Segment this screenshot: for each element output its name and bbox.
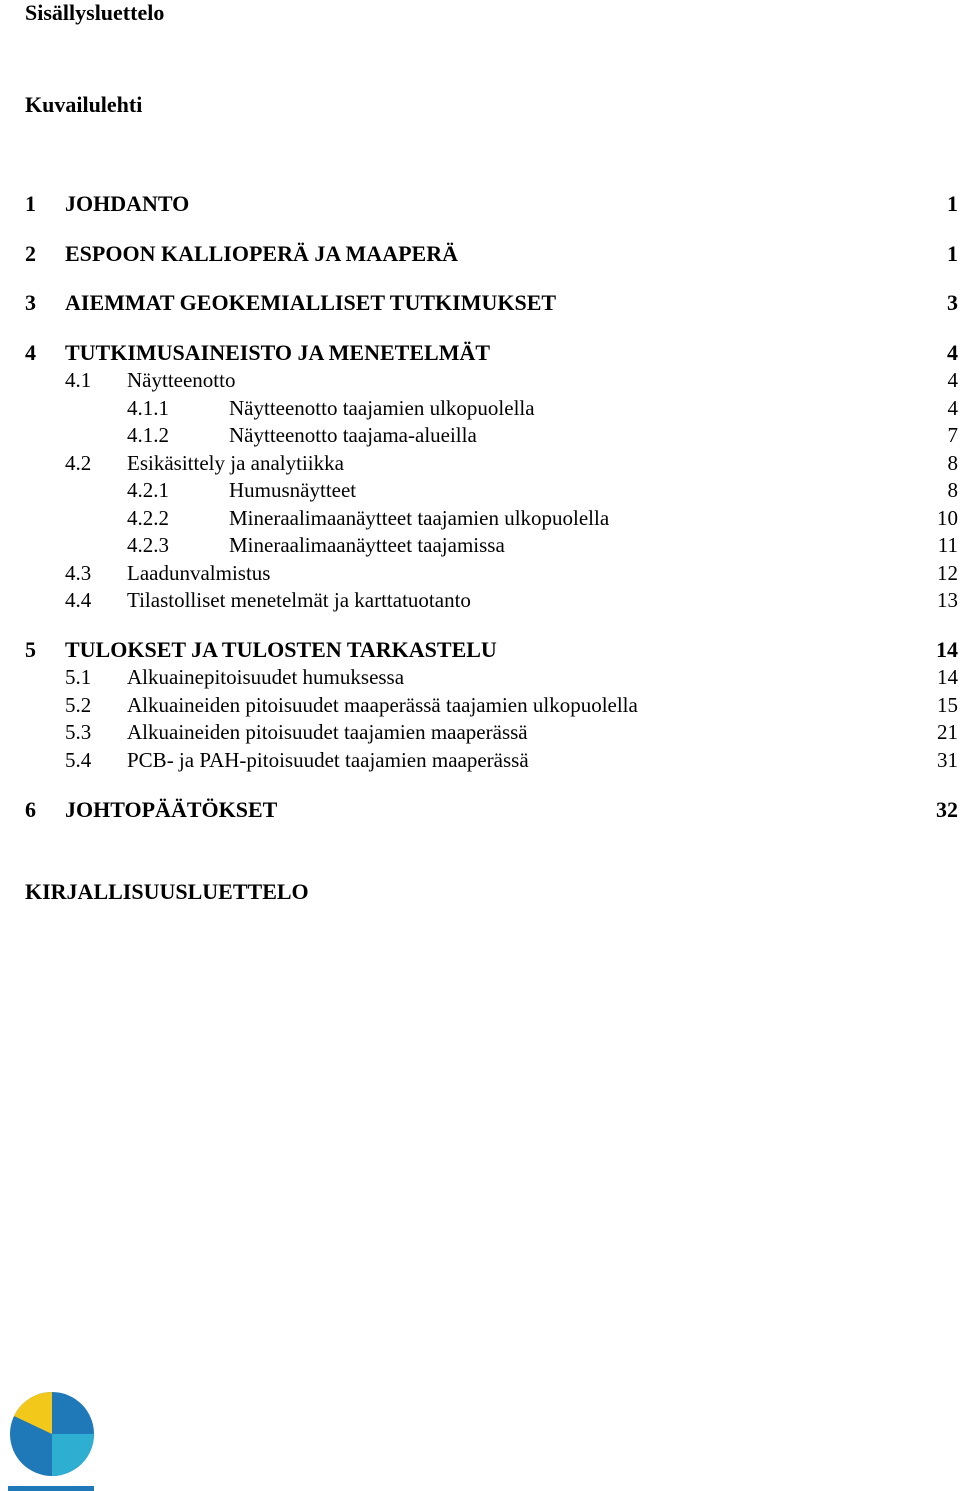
toc-number: 4.1.2 [127,423,169,447]
toc-title: Mineraalimaanäytteet taajamissa [229,533,505,557]
toc-number: 4.1 [65,368,92,392]
toc-number: 4.2.3 [127,533,169,557]
toc-page: 14 [937,665,958,689]
toc-number: 5.1 [65,665,92,689]
gtk-logo-icon [0,1380,110,1491]
toc-page: 14 [936,637,958,662]
toc-number: 5.4 [65,748,92,772]
toc-title: ESPOON KALLIOPERÄ JA MAAPERÄ [65,241,458,266]
toc-entry-1[interactable] [0,191,960,217]
toc-number: 4.3 [65,561,92,585]
toc-number: 4.2 [65,451,92,475]
toc-page: 4 [947,396,958,420]
toc-title: JOHDANTO [65,191,190,216]
toc-page: 13 [937,588,958,612]
toc-entry-2[interactable] [0,241,960,267]
toc-entry-4-2-1[interactable] [0,477,960,503]
toc-entry-4-4[interactable] [0,587,960,613]
toc-number: 4.4 [65,588,92,612]
toc-page: 31 [937,748,958,772]
page-title: Sisällysluettelo [25,0,165,25]
toc-title: Alkuaineiden pitoisuudet taajamien maaperässä [127,720,528,744]
toc-page: 4 [947,368,958,392]
toc-title: TUTKIMUSAINEISTO JA MENETELMÄT [65,340,491,365]
toc-page: 3 [947,290,958,315]
toc-page: 8 [947,451,958,475]
toc-entry-5-4[interactable] [0,747,960,773]
toc-page: 1 [947,191,958,216]
toc-number: 1 [25,191,36,216]
toc-entry-5-3[interactable] [0,719,960,745]
toc-number: 4.1.1 [127,396,169,420]
toc-title: Alkuaineiden pitoisuudet maaperässä taajamien ulkopuolella [127,693,638,717]
toc-title: Tilastolliset menetelmät ja karttatuotanto [127,588,471,612]
toc-title: Näytteenotto [127,368,236,392]
logo-segment [52,1434,94,1476]
toc-title: Näytteenotto taajama-alueilla [229,423,477,447]
toc-entry-4-2[interactable] [0,450,960,476]
toc-entry-4-3[interactable] [0,560,960,586]
toc-page: 7 [947,423,958,447]
kuvailulehti-link[interactable]: Kuvailulehti [25,92,143,117]
toc-title: Humusnäytteet [229,478,357,502]
toc-number: 4.2.2 [127,506,169,530]
toc-entry-6[interactable] [0,797,960,823]
toc-number: 6 [25,797,36,822]
toc-number: 2 [25,241,36,266]
toc-entry-4-2-2[interactable] [0,505,960,531]
toc-entry-4-1-1[interactable] [0,395,960,421]
toc-title: PCB- ja PAH-pitoisuudet taajamien maaperässä [127,748,529,772]
toc-page: 8 [947,478,958,502]
toc-entry-4[interactable] [0,340,960,366]
toc-title: Esikäsittely ja analytiikka [127,451,344,475]
toc-page: 32 [936,797,958,822]
kirjallisuusluettelo-link[interactable]: KIRJALLISUUSLUETTELO [25,879,309,904]
toc-number: 5.3 [65,720,92,744]
toc-entry-4-1-2[interactable] [0,422,960,448]
toc-title: Näytteenotto taajamien ulkopuolella [229,396,535,420]
toc-title: TULOKSET JA TULOSTEN TARKASTELU [65,637,497,662]
toc-page: 4 [947,340,958,365]
toc-entry-4-2-3[interactable] [0,532,960,558]
toc-page: 21 [937,720,958,744]
toc-page: 10 [937,506,958,530]
toc-entry-5-1[interactable] [0,664,960,690]
toc-number: 4.2.1 [127,478,169,502]
toc-title: Mineraalimaanäytteet taajamien ulkopuolella [229,506,610,530]
toc-number: 4 [25,340,36,365]
toc-entry-4-1[interactable] [0,367,960,393]
toc-number: 5.2 [65,693,92,717]
toc-page: 1 [947,241,958,266]
toc-entry-5[interactable] [0,637,960,663]
toc-title: AIEMMAT GEOKEMIALLISET TUTKIMUKSET [65,290,557,315]
toc-title: JOHTOPÄÄTÖKSET [65,797,278,822]
toc-title: Alkuainepitoisuudet humuksessa [127,665,405,689]
toc-number: 3 [25,290,36,315]
toc-entry-5-2[interactable] [0,692,960,718]
toc-number: 5 [25,637,36,662]
toc-title: Laadunvalmistus [127,561,271,585]
logo-wordmark [8,1486,94,1491]
toc-entry-3[interactable] [0,290,960,316]
toc-page: 11 [937,533,958,557]
toc-page: 12 [937,561,958,585]
toc-page: 15 [937,693,958,717]
